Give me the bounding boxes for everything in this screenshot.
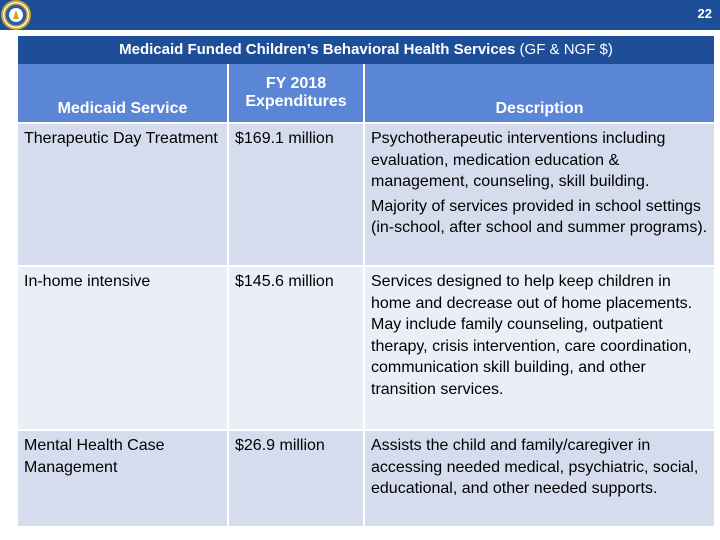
service-cell: Mental Health Case Management xyxy=(18,430,228,526)
amount-cell: $145.6 million xyxy=(228,266,364,430)
description-cell xyxy=(364,266,714,430)
services-table xyxy=(18,36,714,526)
amount-cell: $169.1 million xyxy=(228,123,364,266)
column-header-description: Description xyxy=(364,64,714,123)
column-header-expenditures: FY 2018 Expenditures xyxy=(228,64,364,123)
header-bar xyxy=(0,0,720,30)
service-cell: In-home intensive xyxy=(18,266,228,430)
column-header-service: Medicaid Service xyxy=(18,64,228,123)
description-text: Assists the child and family/caregiver in accessing needed medical, psychiatric, social, educational, and other needed supports. xyxy=(371,437,699,498)
amount-cell: $26.9 million xyxy=(228,430,364,526)
table-row xyxy=(18,430,714,526)
page-number: 22 xyxy=(697,6,712,21)
description-text: Majority of services provided in school settings (in-school, after school and summer programs). xyxy=(371,197,708,237)
description-text: Services designed to help keep children in home and decrease out of home placements. xyxy=(371,273,693,312)
table-header-row xyxy=(18,64,714,123)
table-row xyxy=(18,266,714,430)
description-cell xyxy=(364,123,714,266)
table-title-suffix: (GF & NGF $) xyxy=(519,41,613,58)
description-cell xyxy=(364,430,714,526)
state-seal-icon xyxy=(1,0,31,30)
description-text: May include family counseling, outpatient therapy, crisis intervention, care coordination, communication skill building, and other transition services. xyxy=(371,316,692,398)
table-title xyxy=(18,36,714,64)
table-row xyxy=(18,123,714,266)
description-text: Psychotherapeutic interventions including evaluation, medication education & management, counseling, skill building. xyxy=(371,130,666,191)
service-cell: Therapeutic Day Treatment xyxy=(18,123,228,266)
table-title-text: Medicaid Funded Children’s Behavioral Health Services xyxy=(119,41,516,58)
